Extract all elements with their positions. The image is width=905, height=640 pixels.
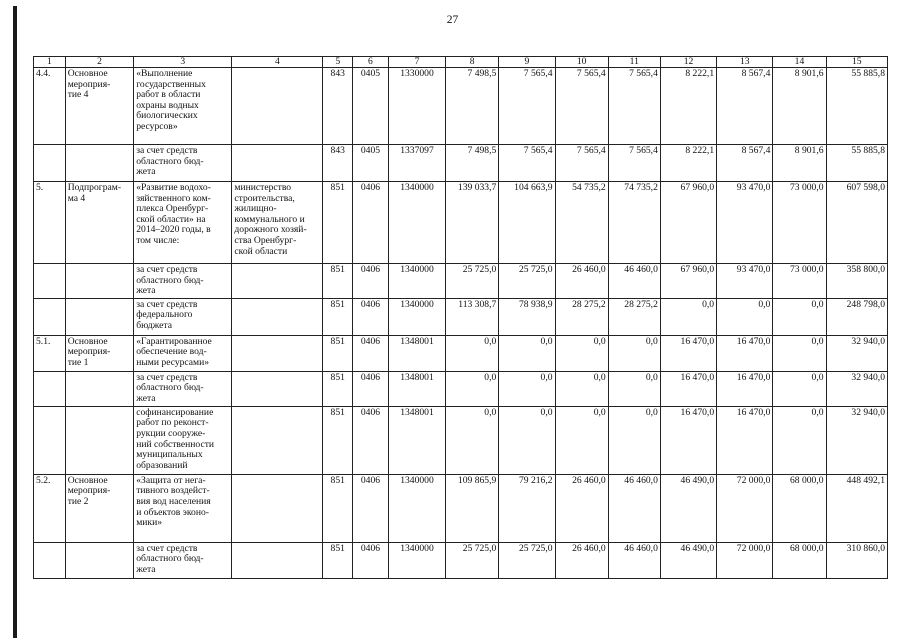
cell-event-type xyxy=(65,298,134,335)
cell-section-code: 0406 xyxy=(353,542,389,578)
header-cell-5: 5 xyxy=(323,57,353,68)
cell-year-2018: 8 222,1 xyxy=(660,68,716,145)
header-cell-3: 3 xyxy=(134,57,232,68)
cell-year-2020: 68 000,0 xyxy=(773,542,826,578)
cell-year-2016: 26 460,0 xyxy=(555,264,608,299)
cell-year-2017: 74 735,2 xyxy=(608,182,660,264)
cell-executor xyxy=(232,145,323,182)
cell-year-2018: 0,0 xyxy=(660,298,716,335)
cell-year-2015: 0,0 xyxy=(499,371,555,406)
cell-section-code: 0406 xyxy=(353,182,389,264)
cell-row-number xyxy=(34,371,66,406)
cell-gov-code: 851 xyxy=(323,298,353,335)
cell-row-number xyxy=(34,298,66,335)
header-cell-9: 9 xyxy=(499,57,555,68)
cell-year-2018: 16 470,0 xyxy=(660,371,716,406)
cell-year-2018: 67 960,0 xyxy=(660,264,716,299)
cell-year-2020: 0,0 xyxy=(773,371,826,406)
header-cell-8: 8 xyxy=(446,57,499,68)
cell-section-code: 0406 xyxy=(353,298,389,335)
cell-event-type xyxy=(65,264,134,299)
table-row xyxy=(34,406,888,474)
cell-section-code: 0405 xyxy=(353,68,389,145)
cell-event-type xyxy=(65,371,134,406)
table-row xyxy=(34,264,888,299)
cell-event-type: Основное мероприя- тие 2 xyxy=(65,474,134,542)
cell-gov-code: 843 xyxy=(323,68,353,145)
cell-total: 607 598,0 xyxy=(826,182,887,264)
cell-gov-code: 851 xyxy=(323,406,353,474)
cell-total: 310 860,0 xyxy=(826,542,887,578)
cell-year-2015: 104 663,9 xyxy=(499,182,555,264)
cell-gov-code: 843 xyxy=(323,145,353,182)
cell-target-code: 1348001 xyxy=(388,371,445,406)
table-row xyxy=(34,542,888,578)
cell-year-2019: 16 470,0 xyxy=(717,371,773,406)
cell-year-2018: 16 470,0 xyxy=(660,406,716,474)
cell-year-2019: 0,0 xyxy=(717,298,773,335)
cell-year-2017: 46 460,0 xyxy=(608,474,660,542)
cell-year-2019: 16 470,0 xyxy=(717,335,773,371)
cell-year-2019: 93 470,0 xyxy=(717,182,773,264)
cell-executor xyxy=(232,298,323,335)
cell-year-2015: 0,0 xyxy=(499,335,555,371)
cell-event-type xyxy=(65,542,134,578)
cell-event-name: за счет средств областного бюд- жета xyxy=(134,264,232,299)
cell-year-2014: 0,0 xyxy=(446,406,499,474)
cell-year-2018: 46 490,0 xyxy=(660,542,716,578)
cell-event-name: «Развитие водохо- зяйственного ком- плекса Оренбург- ской области» на 2014–2020 годы, в том числе: xyxy=(134,182,232,264)
cell-year-2016: 0,0 xyxy=(555,371,608,406)
cell-row-number: 5.1. xyxy=(34,335,66,371)
cell-total: 248 798,0 xyxy=(826,298,887,335)
page-number: 27 xyxy=(446,14,459,26)
header-cell-12: 12 xyxy=(660,57,716,68)
cell-event-type: Основное мероприя- тие 1 xyxy=(65,335,134,371)
cell-year-2020: 68 000,0 xyxy=(773,474,826,542)
header-cell-13: 13 xyxy=(717,57,773,68)
header-cell-6: 6 xyxy=(353,57,389,68)
cell-total: 32 940,0 xyxy=(826,371,887,406)
table-row xyxy=(34,298,888,335)
cell-event-name: софинансирование работ по реконст- рукции сооруже- ний собственности муниципальных образований xyxy=(134,406,232,474)
table-row xyxy=(34,371,888,406)
cell-executor xyxy=(232,371,323,406)
cell-year-2019: 72 000,0 xyxy=(717,474,773,542)
cell-event-type: Основное мероприя- тие 4 xyxy=(65,68,134,145)
cell-total: 32 940,0 xyxy=(826,406,887,474)
cell-executor xyxy=(232,264,323,299)
cell-gov-code: 851 xyxy=(323,474,353,542)
cell-year-2017: 7 565,4 xyxy=(608,145,660,182)
cell-executor xyxy=(232,335,323,371)
cell-row-number xyxy=(34,406,66,474)
cell-row-number: 4.4. xyxy=(34,68,66,145)
cell-year-2016: 26 460,0 xyxy=(555,542,608,578)
cell-year-2017: 0,0 xyxy=(608,335,660,371)
cell-event-name: за счет средств федерального бюджета xyxy=(134,298,232,335)
cell-year-2015: 78 938,9 xyxy=(499,298,555,335)
cell-total: 55 885,8 xyxy=(826,68,887,145)
table-row xyxy=(34,335,888,371)
cell-executor xyxy=(232,406,323,474)
cell-section-code: 0406 xyxy=(353,406,389,474)
cell-year-2020: 8 901,6 xyxy=(773,68,826,145)
cell-event-type xyxy=(65,406,134,474)
cell-year-2014: 7 498,5 xyxy=(446,68,499,145)
cell-row-number xyxy=(34,542,66,578)
cell-executor xyxy=(232,474,323,542)
header-cell-10: 10 xyxy=(555,57,608,68)
cell-target-code: 1340000 xyxy=(388,474,445,542)
cell-year-2017: 0,0 xyxy=(608,406,660,474)
header-cell-15: 15 xyxy=(826,57,887,68)
header-cell-11: 11 xyxy=(608,57,660,68)
cell-year-2014: 0,0 xyxy=(446,335,499,371)
cell-target-code: 1348001 xyxy=(388,406,445,474)
cell-year-2018: 67 960,0 xyxy=(660,182,716,264)
cell-gov-code: 851 xyxy=(323,371,353,406)
cell-gov-code: 851 xyxy=(323,264,353,299)
cell-target-code: 1340000 xyxy=(388,182,445,264)
cell-total: 32 940,0 xyxy=(826,335,887,371)
cell-event-type: Подпрограм- ма 4 xyxy=(65,182,134,264)
cell-year-2016: 28 275,2 xyxy=(555,298,608,335)
cell-year-2014: 109 865,9 xyxy=(446,474,499,542)
header-cell-14: 14 xyxy=(773,57,826,68)
cell-year-2016: 0,0 xyxy=(555,335,608,371)
header-cell-1: 1 xyxy=(34,57,66,68)
cell-event-name: за счет средств областного бюд- жета xyxy=(134,145,232,182)
cell-year-2015: 25 725,0 xyxy=(499,264,555,299)
cell-target-code: 1340000 xyxy=(388,542,445,578)
cell-year-2014: 139 033,7 xyxy=(446,182,499,264)
cell-year-2020: 73 000,0 xyxy=(773,182,826,264)
cell-target-code: 1348001 xyxy=(388,335,445,371)
cell-year-2020: 0,0 xyxy=(773,335,826,371)
cell-section-code: 0406 xyxy=(353,371,389,406)
cell-year-2015: 25 725,0 xyxy=(499,542,555,578)
cell-year-2014: 25 725,0 xyxy=(446,542,499,578)
cell-event-name: «Выполнение государственных работ в области охраны водных биологических ресурсов» xyxy=(134,68,232,145)
cell-event-name: «Гарантированное обеспечение вод- ными ресурсами» xyxy=(134,335,232,371)
cell-executor xyxy=(232,542,323,578)
cell-executor: министерство строительства, жилищно- коммунального и дорожного хозяй- ства Оренбург- ской области xyxy=(232,182,323,264)
cell-year-2020: 73 000,0 xyxy=(773,264,826,299)
cell-section-code: 0406 xyxy=(353,335,389,371)
cell-event-type xyxy=(65,145,134,182)
cell-year-2015: 7 565,4 xyxy=(499,145,555,182)
table-row xyxy=(34,474,888,542)
cell-target-code: 1340000 xyxy=(388,264,445,299)
cell-row-number xyxy=(34,145,66,182)
cell-row-number xyxy=(34,264,66,299)
cell-year-2019: 8 567,4 xyxy=(717,145,773,182)
cell-row-number: 5.2. xyxy=(34,474,66,542)
cell-gov-code: 851 xyxy=(323,542,353,578)
cell-year-2016: 7 565,4 xyxy=(555,68,608,145)
cell-gov-code: 851 xyxy=(323,335,353,371)
cell-total: 55 885,8 xyxy=(826,145,887,182)
cell-year-2020: 0,0 xyxy=(773,406,826,474)
cell-event-name: «Защита от нега- тивного воздейст- вия вод населения и объектов эконо- мики» xyxy=(134,474,232,542)
cell-year-2017: 46 460,0 xyxy=(608,264,660,299)
cell-target-code: 1337097 xyxy=(388,145,445,182)
cell-year-2019: 8 567,4 xyxy=(717,68,773,145)
cell-year-2017: 28 275,2 xyxy=(608,298,660,335)
table-body xyxy=(34,57,888,579)
cell-section-code: 0405 xyxy=(353,145,389,182)
cell-year-2018: 16 470,0 xyxy=(660,335,716,371)
cell-event-name: за счет средств областного бюд- жета xyxy=(134,542,232,578)
cell-year-2019: 72 000,0 xyxy=(717,542,773,578)
cell-year-2019: 16 470,0 xyxy=(717,406,773,474)
cell-year-2015: 0,0 xyxy=(499,406,555,474)
header-cell-7: 7 xyxy=(388,57,445,68)
cell-year-2015: 79 216,2 xyxy=(499,474,555,542)
table-header-row xyxy=(34,57,888,68)
cell-year-2017: 7 565,4 xyxy=(608,68,660,145)
cell-target-code: 1330000 xyxy=(388,68,445,145)
table-row xyxy=(34,182,888,264)
cell-section-code: 0406 xyxy=(353,264,389,299)
table-row xyxy=(34,68,888,145)
cell-year-2020: 8 901,6 xyxy=(773,145,826,182)
left-edge-bar xyxy=(13,6,17,638)
cell-year-2018: 8 222,1 xyxy=(660,145,716,182)
cell-target-code: 1340000 xyxy=(388,298,445,335)
cell-total: 448 492,1 xyxy=(826,474,887,542)
cell-year-2014: 0,0 xyxy=(446,371,499,406)
cell-year-2014: 113 308,7 xyxy=(446,298,499,335)
cell-year-2016: 7 565,4 xyxy=(555,145,608,182)
cell-year-2019: 93 470,0 xyxy=(717,264,773,299)
cell-year-2020: 0,0 xyxy=(773,298,826,335)
cell-year-2015: 7 565,4 xyxy=(499,68,555,145)
cell-year-2016: 54 735,2 xyxy=(555,182,608,264)
budget-table xyxy=(33,56,888,579)
cell-year-2014: 7 498,5 xyxy=(446,145,499,182)
cell-year-2018: 46 490,0 xyxy=(660,474,716,542)
cell-year-2016: 0,0 xyxy=(555,406,608,474)
cell-year-2017: 0,0 xyxy=(608,371,660,406)
table-row xyxy=(34,145,888,182)
cell-section-code: 0406 xyxy=(353,474,389,542)
cell-total: 358 800,0 xyxy=(826,264,887,299)
cell-year-2014: 25 725,0 xyxy=(446,264,499,299)
cell-year-2016: 26 460,0 xyxy=(555,474,608,542)
cell-event-name: за счет средств областного бюд- жета xyxy=(134,371,232,406)
cell-gov-code: 851 xyxy=(323,182,353,264)
cell-row-number: 5. xyxy=(34,182,66,264)
header-cell-4: 4 xyxy=(232,57,323,68)
cell-executor xyxy=(232,68,323,145)
cell-year-2017: 46 460,0 xyxy=(608,542,660,578)
header-cell-2: 2 xyxy=(65,57,134,68)
